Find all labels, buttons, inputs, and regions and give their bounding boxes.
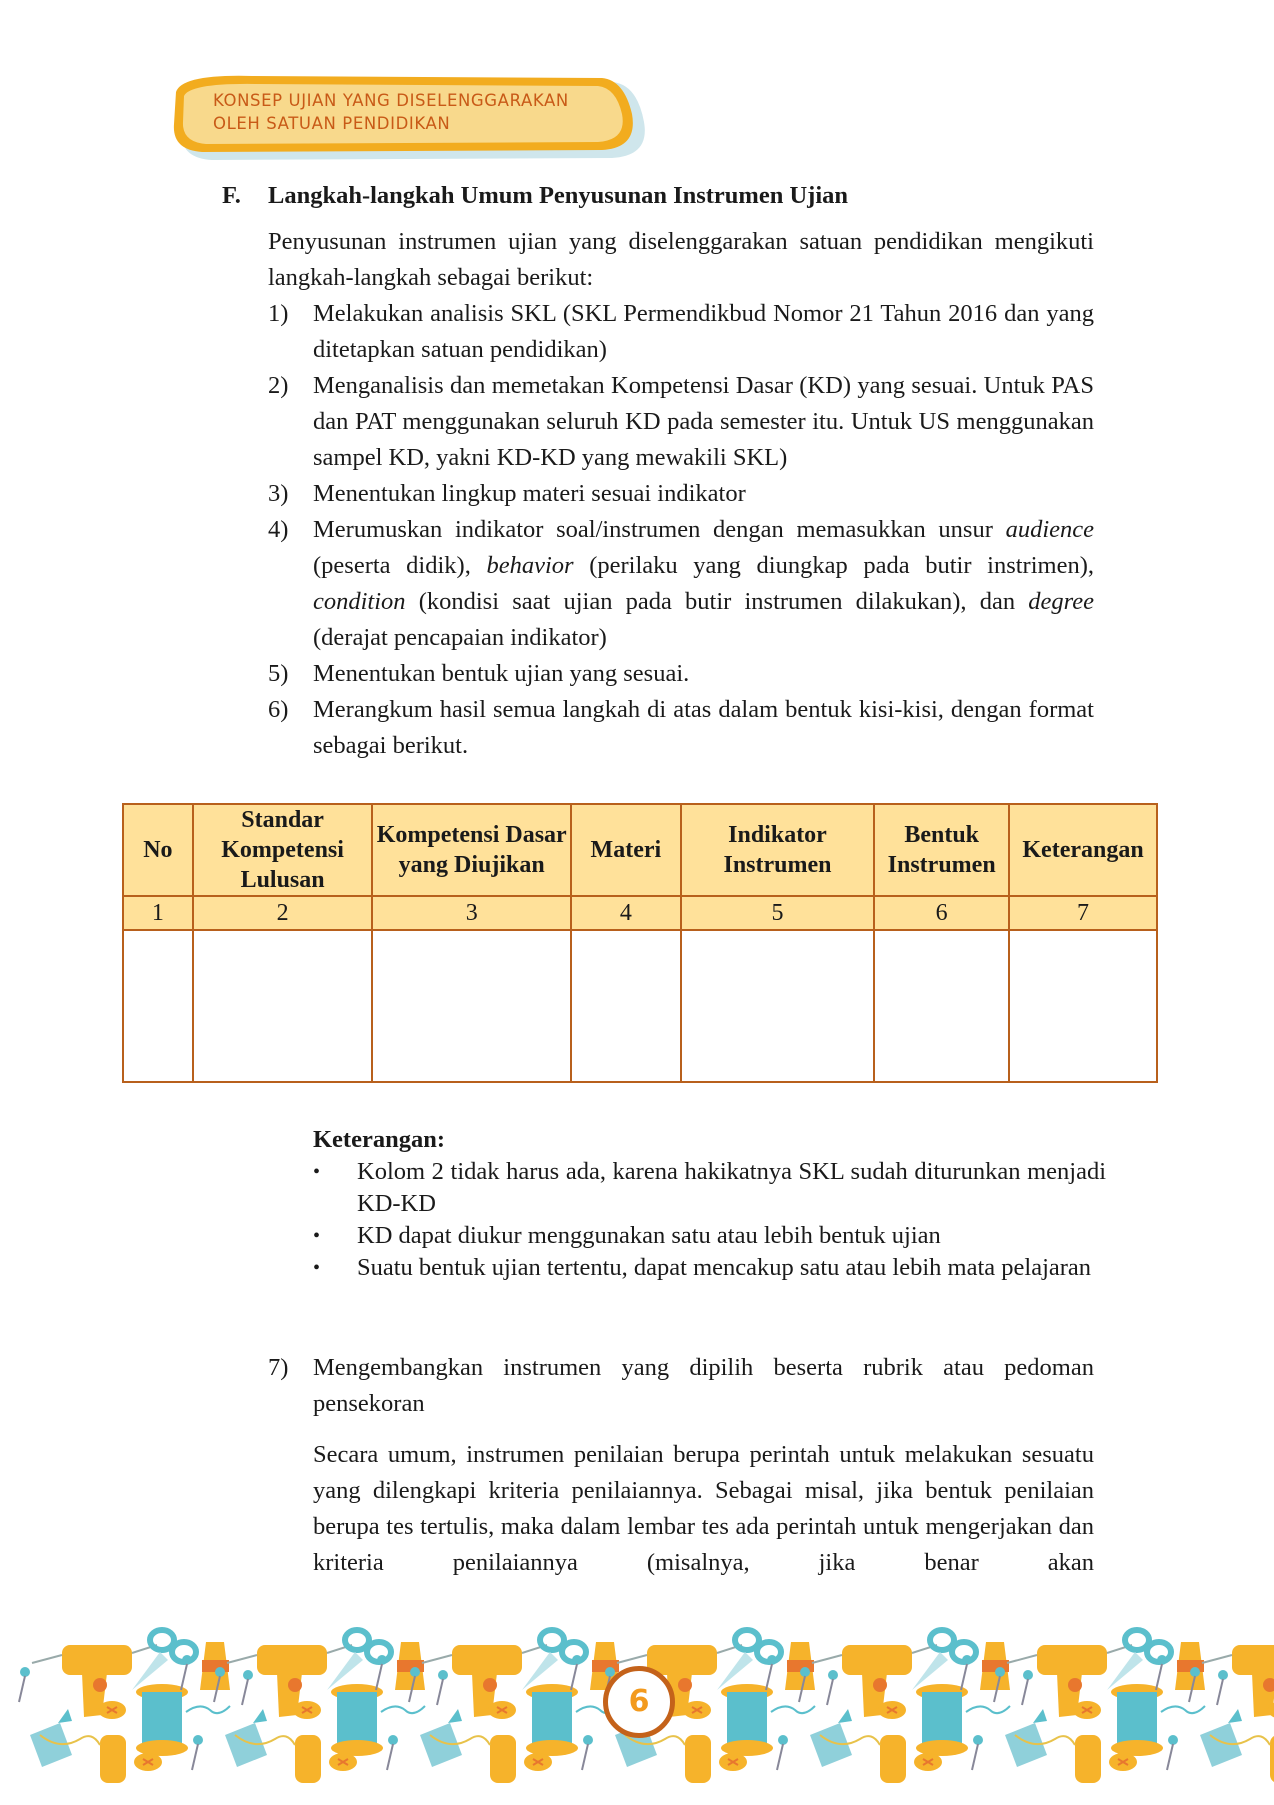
column-header: No — [123, 804, 193, 896]
step-text: Mengembangkan instrumen yang dipilih beserta rubrik atau pedoman pensekoran — [313, 1354, 1094, 1417]
table-cell — [874, 930, 1009, 1082]
closing-paragraph: Secara umum, instrumen penilaian berupa perintah untuk melakukan sesuatu yang dilengkapi kriteria penilaiannya. Sebagai misal, jika bentuk penilaian berupa tes tertulis, maka dalam lembar tes ada perintah untuk mengerjakan dan kriteria penilaiannya (misalnya, jika benar akan — [313, 1441, 1094, 1576]
text-run: (perilaku yang diungkap pada butir instrimen), — [573, 552, 1094, 579]
step-number: 2) — [268, 372, 289, 399]
list-item — [268, 1350, 1094, 1422]
section-title: Langkah-langkah Umum Penyusunan Instrumen Ujian — [268, 182, 848, 209]
step-text: Menganalisis dan memetakan Kompetensi Dasar (KD) yang sesuai. Untuk PAS dan PAT menggunakan seluruh KD pada semester itu. Untuk US menggunakan sampel KD, yakni KD-KD yang mewakili SKL) — [313, 372, 1094, 471]
list-item — [268, 296, 1094, 368]
table-cell — [681, 930, 875, 1082]
column-number-row — [123, 896, 1157, 930]
text-run: (derajat pencapaian indikator) — [313, 624, 607, 651]
column-number: 7 — [1009, 896, 1157, 930]
steps-list — [268, 296, 1094, 764]
column-header: Keterangan — [1009, 804, 1157, 896]
table-cell — [571, 930, 681, 1082]
step-number: 6) — [268, 696, 289, 723]
table-row — [123, 930, 1157, 1082]
list-item — [313, 1252, 1106, 1284]
italic-term: degree — [1028, 588, 1094, 615]
step-text: Melakukan analisis SKL (SKL Permendikbud Nomor 21 Tahun 2016 dan yang ditetapkan satuan pendidikan) — [313, 300, 1094, 363]
step-text: Menentukan bentuk ujian yang sesuai. — [313, 660, 690, 687]
step-text — [313, 512, 1094, 656]
steps-list-continued — [268, 1350, 1094, 1422]
section-heading — [222, 180, 848, 212]
list-item — [313, 1220, 1106, 1252]
step-number: 1) — [268, 300, 289, 327]
column-header: Materi — [571, 804, 681, 896]
column-header: Bentuk Instrumen — [874, 804, 1009, 896]
notes-list — [313, 1156, 1106, 1284]
step-text: Menentukan lingkup materi sesuai indikator — [313, 480, 746, 507]
notes-title: Keterangan: — [313, 1126, 445, 1153]
bullet-icon: • — [313, 1161, 321, 1183]
text-run: Merumuskan indikator soal/instrumen dengan memasukkan unsur — [313, 516, 1006, 543]
note-text: KD dapat diukur menggunakan satu atau lebih bentuk ujian — [357, 1222, 941, 1249]
section-letter: F. — [222, 182, 241, 209]
column-number: 6 — [874, 896, 1009, 930]
text-run: (peserta didik), — [313, 552, 487, 579]
list-item — [313, 1156, 1106, 1220]
list-item — [268, 368, 1094, 476]
step-number: 7) — [268, 1354, 289, 1381]
list-item — [268, 476, 1094, 512]
column-header: Standar Kompetensi Lulusan — [193, 804, 373, 896]
column-number: 4 — [571, 896, 681, 930]
step-number: 5) — [268, 660, 289, 687]
step-number: 4) — [268, 516, 289, 543]
column-number: 1 — [123, 896, 193, 930]
kisi-kisi-table — [122, 803, 1158, 1083]
list-item — [268, 512, 1094, 656]
table-cell — [123, 930, 193, 1082]
italic-term: behavior — [486, 552, 574, 579]
banner-line-1: KONSEP UJIAN YANG DISELENGGARAKAN — [213, 91, 569, 110]
table-header-row — [123, 804, 1157, 896]
note-text: Suatu bentuk ujian tertentu, dapat mencakup satu atau lebih mata pelajaran — [357, 1254, 1092, 1281]
bullet-icon: • — [313, 1257, 321, 1279]
bullet-icon: • — [313, 1225, 321, 1247]
table-cell — [1009, 930, 1157, 1082]
column-number: 3 — [372, 896, 571, 930]
page-number: 6 — [603, 1666, 675, 1738]
step-text: Merangkum hasil semua langkah di atas dalam bentuk kisi-kisi, dengan format sebagai berikut. — [313, 696, 1094, 759]
table-cell — [372, 930, 571, 1082]
column-header: Kompetensi Dasar yang Diujikan — [372, 804, 571, 896]
italic-term: condition — [313, 588, 406, 615]
column-header: Indikator Instrumen — [681, 804, 875, 896]
step-number: 3) — [268, 480, 289, 507]
column-number: 2 — [193, 896, 373, 930]
intro-paragraph: Penyusunan instrumen ujian yang diselenggarakan satuan pendidikan mengikuti langkah-langkah sebagai berikut: — [268, 228, 1094, 291]
banner-line-2: OLEH SATUAN PENDIDIKAN — [213, 114, 451, 133]
note-text: Kolom 2 tidak harus ada, karena hakikatnya SKL sudah diturunkan menjadi KD-KD — [357, 1158, 1106, 1217]
chapter-banner — [172, 72, 650, 154]
list-item — [268, 656, 1094, 692]
table-cell — [193, 930, 373, 1082]
column-number: 5 — [681, 896, 875, 930]
list-item — [268, 692, 1094, 764]
italic-term: audience — [1005, 516, 1094, 543]
text-run: (kondisi saat ujian pada butir instrumen dilakukan), dan — [405, 588, 1029, 615]
